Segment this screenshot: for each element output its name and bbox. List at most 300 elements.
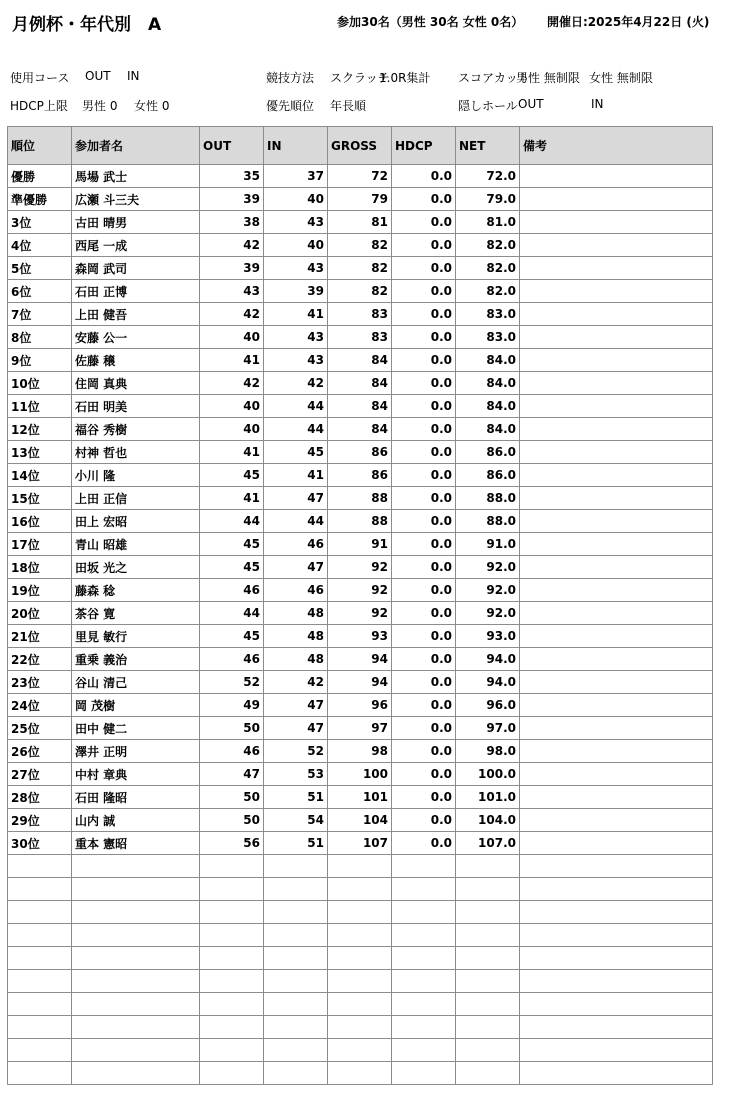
participant-count: 参加30名（男性 30名 女性 0名） bbox=[337, 15, 524, 29]
gross-cell: 84 bbox=[328, 395, 392, 418]
name-cell: 中村 章典 bbox=[72, 763, 200, 786]
net-cell: 104.0 bbox=[456, 809, 520, 832]
table-row bbox=[8, 257, 713, 280]
name-cell: 福谷 秀樹 bbox=[72, 418, 200, 441]
gross-cell: 72 bbox=[328, 165, 392, 188]
empty-cell bbox=[392, 1016, 456, 1039]
empty-cell bbox=[328, 901, 392, 924]
gross-cell: 96 bbox=[328, 694, 392, 717]
hdcp-cell: 0.0 bbox=[392, 625, 456, 648]
empty-cell bbox=[328, 1039, 392, 1062]
empty-cell bbox=[264, 855, 328, 878]
net-cell: 82.0 bbox=[456, 257, 520, 280]
net-cell: 88.0 bbox=[456, 510, 520, 533]
empty-cell bbox=[8, 878, 72, 901]
in-cell: 47 bbox=[264, 556, 328, 579]
out-cell: 38 bbox=[200, 211, 264, 234]
cut-male: 男性 無制限 bbox=[516, 71, 580, 85]
hdcp-female: 女性 0 bbox=[134, 99, 170, 113]
empty-cell bbox=[392, 924, 456, 947]
net-cell: 96.0 bbox=[456, 694, 520, 717]
rank-cell: 12位 bbox=[8, 418, 72, 441]
empty-cell bbox=[456, 993, 520, 1016]
name-cell: 岡 茂樹 bbox=[72, 694, 200, 717]
table-row bbox=[8, 395, 713, 418]
in-cell: 51 bbox=[264, 832, 328, 855]
name-cell: 広瀬 斗三夫 bbox=[72, 188, 200, 211]
table-row bbox=[8, 188, 713, 211]
table-row bbox=[8, 326, 713, 349]
name-cell: 石田 正博 bbox=[72, 280, 200, 303]
empty-cell bbox=[392, 901, 456, 924]
hdcp-cell: 0.0 bbox=[392, 809, 456, 832]
net-cell: 88.0 bbox=[456, 487, 520, 510]
hdcp-cell: 0.0 bbox=[392, 579, 456, 602]
empty-cell bbox=[200, 947, 264, 970]
empty-cell bbox=[456, 970, 520, 993]
empty-cell bbox=[456, 947, 520, 970]
empty-cell bbox=[72, 1016, 200, 1039]
remarks-cell bbox=[520, 326, 713, 349]
remarks-cell bbox=[520, 786, 713, 809]
hdcp-cell: 0.0 bbox=[392, 763, 456, 786]
event-date: 開催日:2025年4月22日 (火) bbox=[547, 15, 710, 29]
out-cell: 46 bbox=[200, 740, 264, 763]
remarks-cell bbox=[520, 257, 713, 280]
name-cell: 重本 憲昭 bbox=[72, 832, 200, 855]
course-out: OUT bbox=[85, 69, 111, 83]
empty-cell bbox=[328, 993, 392, 1016]
name-cell: 石田 隆昭 bbox=[72, 786, 200, 809]
name-cell: 藤森 稔 bbox=[72, 579, 200, 602]
out-cell: 40 bbox=[200, 395, 264, 418]
in-cell: 42 bbox=[264, 671, 328, 694]
table-row bbox=[8, 556, 713, 579]
results-body bbox=[8, 165, 713, 1085]
empty-cell bbox=[200, 924, 264, 947]
out-cell: 50 bbox=[200, 786, 264, 809]
name-cell: 山内 誠 bbox=[72, 809, 200, 832]
hdcp-cell: 0.0 bbox=[392, 418, 456, 441]
gross-cell: 92 bbox=[328, 579, 392, 602]
empty-cell bbox=[456, 855, 520, 878]
rank-cell: 18位 bbox=[8, 556, 72, 579]
net-cell: 93.0 bbox=[456, 625, 520, 648]
header-hdcp: HDCP bbox=[392, 127, 456, 165]
net-cell: 84.0 bbox=[456, 349, 520, 372]
empty-cell bbox=[72, 855, 200, 878]
empty-cell bbox=[72, 1062, 200, 1085]
table-row bbox=[8, 280, 713, 303]
gross-cell: 94 bbox=[328, 671, 392, 694]
table-row bbox=[8, 303, 713, 326]
empty-cell bbox=[200, 855, 264, 878]
remarks-cell bbox=[520, 648, 713, 671]
hdcp-cell: 0.0 bbox=[392, 165, 456, 188]
empty-cell bbox=[8, 970, 72, 993]
net-cell: 100.0 bbox=[456, 763, 520, 786]
name-cell: 田坂 光之 bbox=[72, 556, 200, 579]
name-cell: 森岡 武司 bbox=[72, 257, 200, 280]
empty-cell bbox=[520, 1016, 713, 1039]
in-cell: 44 bbox=[264, 418, 328, 441]
table-row bbox=[8, 648, 713, 671]
gross-cell: 82 bbox=[328, 257, 392, 280]
remarks-cell bbox=[520, 809, 713, 832]
net-cell: 92.0 bbox=[456, 602, 520, 625]
rank-cell: 13位 bbox=[8, 441, 72, 464]
net-cell: 86.0 bbox=[456, 441, 520, 464]
name-cell: 田上 宏昭 bbox=[72, 510, 200, 533]
table-row bbox=[8, 487, 713, 510]
remarks-cell bbox=[520, 234, 713, 257]
name-cell: 茶谷 寛 bbox=[72, 602, 200, 625]
net-cell: 79.0 bbox=[456, 188, 520, 211]
empty-cell bbox=[456, 901, 520, 924]
empty-cell bbox=[520, 947, 713, 970]
out-cell: 46 bbox=[200, 579, 264, 602]
header-name: 参加者名 bbox=[72, 127, 200, 165]
hdcp-cell: 0.0 bbox=[392, 441, 456, 464]
empty-cell bbox=[520, 924, 713, 947]
hdcp-cell: 0.0 bbox=[392, 303, 456, 326]
in-cell: 47 bbox=[264, 487, 328, 510]
gross-cell: 98 bbox=[328, 740, 392, 763]
name-cell: 青山 昭雄 bbox=[72, 533, 200, 556]
in-cell: 44 bbox=[264, 510, 328, 533]
net-cell: 83.0 bbox=[456, 303, 520, 326]
empty-cell bbox=[264, 993, 328, 1016]
hidden-hole-label: 隠しホール bbox=[458, 99, 518, 113]
table-row bbox=[8, 372, 713, 395]
table-row bbox=[8, 234, 713, 257]
out-cell: 39 bbox=[200, 257, 264, 280]
empty-cell bbox=[456, 1039, 520, 1062]
name-cell: 田中 健二 bbox=[72, 717, 200, 740]
gross-cell: 92 bbox=[328, 556, 392, 579]
table-row bbox=[8, 694, 713, 717]
remarks-cell bbox=[520, 763, 713, 786]
rank-cell: 8位 bbox=[8, 326, 72, 349]
table-header-row bbox=[8, 127, 713, 165]
empty-cell bbox=[200, 1016, 264, 1039]
out-cell: 42 bbox=[200, 303, 264, 326]
remarks-cell bbox=[520, 464, 713, 487]
out-cell: 49 bbox=[200, 694, 264, 717]
course-label: 使用コース bbox=[10, 71, 70, 85]
net-cell: 94.0 bbox=[456, 648, 520, 671]
remarks-cell bbox=[520, 349, 713, 372]
empty-cell bbox=[456, 1016, 520, 1039]
gross-cell: 81 bbox=[328, 211, 392, 234]
remarks-cell bbox=[520, 211, 713, 234]
out-cell: 42 bbox=[200, 372, 264, 395]
rank-cell: 7位 bbox=[8, 303, 72, 326]
gross-cell: 97 bbox=[328, 717, 392, 740]
empty-row bbox=[8, 1039, 713, 1062]
in-cell: 43 bbox=[264, 326, 328, 349]
out-cell: 41 bbox=[200, 349, 264, 372]
out-cell: 40 bbox=[200, 418, 264, 441]
empty-cell bbox=[456, 878, 520, 901]
rank-cell: 準優勝 bbox=[8, 188, 72, 211]
table-row bbox=[8, 464, 713, 487]
net-cell: 86.0 bbox=[456, 464, 520, 487]
gross-cell: 104 bbox=[328, 809, 392, 832]
empty-cell bbox=[328, 970, 392, 993]
empty-cell bbox=[8, 1016, 72, 1039]
empty-cell bbox=[264, 878, 328, 901]
out-cell: 39 bbox=[200, 188, 264, 211]
method-value: スクラッチ bbox=[330, 71, 390, 85]
header-rank: 順位 bbox=[8, 127, 72, 165]
hdcp-cell: 0.0 bbox=[392, 694, 456, 717]
in-cell: 46 bbox=[264, 533, 328, 556]
name-cell: 村神 哲也 bbox=[72, 441, 200, 464]
rank-cell: 19位 bbox=[8, 579, 72, 602]
remarks-cell bbox=[520, 418, 713, 441]
empty-cell bbox=[264, 901, 328, 924]
header-remarks: 備考 bbox=[520, 127, 713, 165]
table-row bbox=[8, 602, 713, 625]
net-cell: 101.0 bbox=[456, 786, 520, 809]
in-cell: 48 bbox=[264, 602, 328, 625]
empty-cell bbox=[200, 1039, 264, 1062]
table-row bbox=[8, 786, 713, 809]
table-row bbox=[8, 832, 713, 855]
rank-cell: 9位 bbox=[8, 349, 72, 372]
in-cell: 40 bbox=[264, 234, 328, 257]
table-row bbox=[8, 717, 713, 740]
gross-cell: 107 bbox=[328, 832, 392, 855]
remarks-cell bbox=[520, 740, 713, 763]
remarks-cell bbox=[520, 694, 713, 717]
empty-cell bbox=[392, 855, 456, 878]
hdcp-cell: 0.0 bbox=[392, 188, 456, 211]
hdcp-cell: 0.0 bbox=[392, 717, 456, 740]
in-cell: 43 bbox=[264, 211, 328, 234]
header-net: NET bbox=[456, 127, 520, 165]
hdcp-cell: 0.0 bbox=[392, 648, 456, 671]
name-cell: 馬場 武士 bbox=[72, 165, 200, 188]
empty-cell bbox=[520, 970, 713, 993]
name-cell: 石田 明美 bbox=[72, 395, 200, 418]
name-cell: 小川 隆 bbox=[72, 464, 200, 487]
rank-cell: 15位 bbox=[8, 487, 72, 510]
hdcp-cell: 0.0 bbox=[392, 602, 456, 625]
empty-cell bbox=[200, 970, 264, 993]
net-cell: 82.0 bbox=[456, 280, 520, 303]
in-cell: 43 bbox=[264, 349, 328, 372]
net-cell: 94.0 bbox=[456, 671, 520, 694]
in-cell: 52 bbox=[264, 740, 328, 763]
net-cell: 91.0 bbox=[456, 533, 520, 556]
empty-cell bbox=[8, 901, 72, 924]
empty-row bbox=[8, 1062, 713, 1085]
net-cell: 98.0 bbox=[456, 740, 520, 763]
net-cell: 82.0 bbox=[456, 234, 520, 257]
empty-cell bbox=[264, 970, 328, 993]
out-cell: 41 bbox=[200, 441, 264, 464]
name-cell: 古田 晴男 bbox=[72, 211, 200, 234]
empty-cell bbox=[520, 1039, 713, 1062]
out-cell: 50 bbox=[200, 809, 264, 832]
in-cell: 54 bbox=[264, 809, 328, 832]
hdcp-cell: 0.0 bbox=[392, 372, 456, 395]
net-cell: 84.0 bbox=[456, 395, 520, 418]
remarks-cell bbox=[520, 395, 713, 418]
empty-row bbox=[8, 947, 713, 970]
remarks-cell bbox=[520, 441, 713, 464]
empty-cell bbox=[8, 947, 72, 970]
table-row bbox=[8, 671, 713, 694]
hdcp-cell: 0.0 bbox=[392, 671, 456, 694]
gross-cell: 84 bbox=[328, 418, 392, 441]
empty-cell bbox=[200, 901, 264, 924]
remarks-cell bbox=[520, 602, 713, 625]
empty-cell bbox=[328, 947, 392, 970]
in-cell: 43 bbox=[264, 257, 328, 280]
header-gross: GROSS bbox=[328, 127, 392, 165]
empty-cell bbox=[72, 924, 200, 947]
empty-cell bbox=[392, 947, 456, 970]
net-cell: 107.0 bbox=[456, 832, 520, 855]
out-cell: 40 bbox=[200, 326, 264, 349]
rank-cell: 28位 bbox=[8, 786, 72, 809]
remarks-cell bbox=[520, 671, 713, 694]
empty-row bbox=[8, 1016, 713, 1039]
empty-cell bbox=[8, 924, 72, 947]
cut-female: 女性 無制限 bbox=[589, 71, 653, 85]
empty-cell bbox=[72, 993, 200, 1016]
net-cell: 92.0 bbox=[456, 579, 520, 602]
out-cell: 44 bbox=[200, 510, 264, 533]
rank-cell: 24位 bbox=[8, 694, 72, 717]
cut-label: スコアカット bbox=[458, 71, 530, 85]
in-cell: 41 bbox=[264, 464, 328, 487]
empty-cell bbox=[392, 970, 456, 993]
in-cell: 48 bbox=[264, 648, 328, 671]
remarks-cell bbox=[520, 165, 713, 188]
hidden-hole-out: OUT bbox=[518, 97, 544, 111]
header-in: IN bbox=[264, 127, 328, 165]
name-cell: 谷山 清己 bbox=[72, 671, 200, 694]
gross-cell: 79 bbox=[328, 188, 392, 211]
in-cell: 48 bbox=[264, 625, 328, 648]
hdcp-cell: 0.0 bbox=[392, 487, 456, 510]
empty-cell bbox=[72, 878, 200, 901]
remarks-cell bbox=[520, 510, 713, 533]
hdcp-male: 男性 0 bbox=[82, 99, 118, 113]
gross-cell: 83 bbox=[328, 326, 392, 349]
in-cell: 47 bbox=[264, 717, 328, 740]
remarks-cell bbox=[520, 832, 713, 855]
empty-cell bbox=[456, 924, 520, 947]
empty-cell bbox=[8, 1039, 72, 1062]
rank-cell: 21位 bbox=[8, 625, 72, 648]
hdcp-cell: 0.0 bbox=[392, 326, 456, 349]
hdcp-cell: 0.0 bbox=[392, 395, 456, 418]
empty-cell bbox=[72, 901, 200, 924]
out-cell: 35 bbox=[200, 165, 264, 188]
empty-cell bbox=[72, 1039, 200, 1062]
name-cell: 上田 正信 bbox=[72, 487, 200, 510]
in-cell: 51 bbox=[264, 786, 328, 809]
empty-cell bbox=[520, 878, 713, 901]
name-cell: 澤井 正明 bbox=[72, 740, 200, 763]
empty-row bbox=[8, 855, 713, 878]
hdcp-cell: 0.0 bbox=[392, 832, 456, 855]
empty-row bbox=[8, 970, 713, 993]
empty-cell bbox=[520, 901, 713, 924]
gross-cell: 91 bbox=[328, 533, 392, 556]
rank-cell: 30位 bbox=[8, 832, 72, 855]
empty-cell bbox=[264, 1062, 328, 1085]
net-cell: 92.0 bbox=[456, 556, 520, 579]
hdcp-cell: 0.0 bbox=[392, 280, 456, 303]
empty-row bbox=[8, 901, 713, 924]
empty-cell bbox=[328, 878, 392, 901]
hdcp-cell: 0.0 bbox=[392, 510, 456, 533]
hdcp-cell: 0.0 bbox=[392, 740, 456, 763]
net-cell: 81.0 bbox=[456, 211, 520, 234]
remarks-cell bbox=[520, 625, 713, 648]
out-cell: 41 bbox=[200, 487, 264, 510]
hdcp-cell: 0.0 bbox=[392, 211, 456, 234]
page-title: 月例杯・年代別 A bbox=[12, 15, 162, 35]
empty-row bbox=[8, 878, 713, 901]
out-cell: 56 bbox=[200, 832, 264, 855]
rank-cell: 11位 bbox=[8, 395, 72, 418]
remarks-cell bbox=[520, 717, 713, 740]
empty-cell bbox=[392, 993, 456, 1016]
gross-cell: 101 bbox=[328, 786, 392, 809]
empty-cell bbox=[8, 993, 72, 1016]
gross-cell: 82 bbox=[328, 280, 392, 303]
empty-cell bbox=[264, 947, 328, 970]
name-cell: 安藤 公一 bbox=[72, 326, 200, 349]
rank-cell: 22位 bbox=[8, 648, 72, 671]
course-in: IN bbox=[127, 69, 140, 83]
out-cell: 45 bbox=[200, 556, 264, 579]
name-cell: 西尾 一成 bbox=[72, 234, 200, 257]
table-row bbox=[8, 809, 713, 832]
hdcp-cell: 0.0 bbox=[392, 464, 456, 487]
empty-cell bbox=[328, 855, 392, 878]
empty-cell bbox=[72, 970, 200, 993]
net-cell: 84.0 bbox=[456, 418, 520, 441]
gross-cell: 84 bbox=[328, 372, 392, 395]
results-table bbox=[7, 126, 713, 1085]
remarks-cell bbox=[520, 372, 713, 395]
empty-cell bbox=[328, 1016, 392, 1039]
table-row bbox=[8, 740, 713, 763]
gross-cell: 93 bbox=[328, 625, 392, 648]
empty-cell bbox=[264, 1039, 328, 1062]
table-row bbox=[8, 763, 713, 786]
priority-value: 年長順 bbox=[330, 99, 367, 113]
priority-label: 優先順位 bbox=[266, 99, 315, 113]
gross-cell: 82 bbox=[328, 234, 392, 257]
hdcp-label: HDCP上限 bbox=[10, 99, 68, 113]
gross-cell: 88 bbox=[328, 510, 392, 533]
in-cell: 44 bbox=[264, 395, 328, 418]
gross-cell: 86 bbox=[328, 441, 392, 464]
rank-cell: 25位 bbox=[8, 717, 72, 740]
empty-cell bbox=[520, 855, 713, 878]
table-row bbox=[8, 579, 713, 602]
hidden-hole-in: IN bbox=[591, 97, 604, 111]
